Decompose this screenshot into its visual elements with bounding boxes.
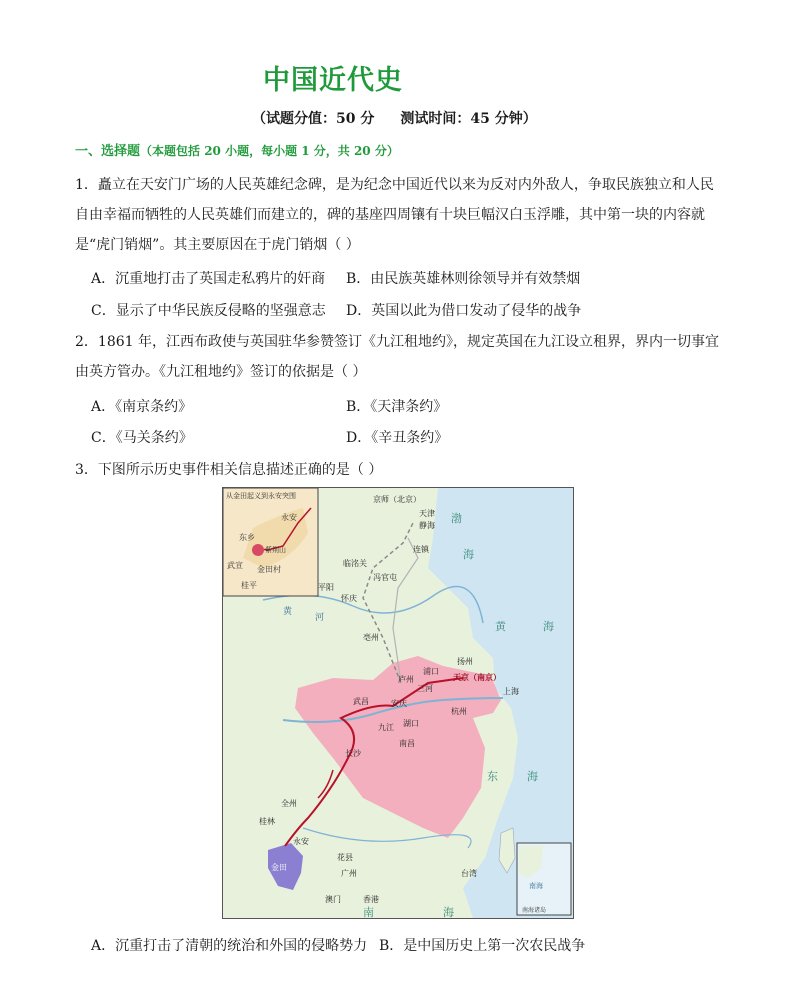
city-label: 金田 [271, 863, 287, 872]
city-label: 南昌 [399, 739, 415, 748]
sea-label: 海 [527, 770, 538, 783]
city-label: 怀庆 [341, 594, 357, 603]
exam-info [252, 108, 537, 128]
inset-title: 从金田起义到永安突围 [226, 492, 296, 500]
q1-option-d[interactable]: D．英国以此为借口发动了侵华的战争 [346, 303, 582, 319]
city-label: 澳门 [325, 895, 341, 904]
city-label: 安庆 [391, 699, 407, 708]
inset-label: 东乡 [239, 533, 255, 542]
city-label: 庐州 [398, 675, 414, 684]
sea-label: 黄 [495, 620, 506, 633]
city-label: 武昌 [353, 697, 369, 706]
q1-option-b[interactable]: B．由民族英雄林则徐领导并有效禁烟 [346, 271, 581, 287]
score-info: （试题分值：50 分 [252, 111, 375, 127]
city-label: 静海 [419, 521, 435, 530]
question-2: 2．1861 年，江西布政使与英国驻华参赞签订《九江租地约》，规定英国在九江设立租界，界内一切事宜由英方管办。《九江租地约》签订的依据是（ ） [75, 334, 719, 380]
city-label: 天京（南京） [453, 673, 501, 682]
q2-option-c[interactable]: C．《马关条约》 [91, 430, 193, 446]
city-label: 桂林 [259, 817, 275, 826]
taiping-map [222, 487, 574, 919]
south-inset-sea: 南海 [529, 882, 543, 890]
city-label: 扬州 [457, 657, 473, 666]
south-inset-title: 南海诸岛 [522, 907, 547, 914]
time-info: 测试时间：45 分钟） [400, 111, 537, 127]
q2-option-a[interactable]: A．《南京条约》 [91, 399, 193, 415]
q2-option-b[interactable]: B．《天津条约》 [346, 399, 448, 415]
section-title: 一、选择题 [75, 144, 141, 159]
city-label: 冯官屯 [373, 573, 397, 582]
inset-label: 永安 [281, 513, 297, 522]
q1-option-a[interactable]: A．沉重地打击了英国走私鸦片的奸商 [91, 271, 326, 287]
city-label: 临洺关 [343, 559, 367, 568]
sea-label: 海 [543, 620, 554, 633]
sea-label: 南 [363, 906, 374, 918]
section-heading [75, 140, 399, 159]
city-label: 浦口 [423, 667, 439, 676]
q2-option-d[interactable]: D．《辛丑条约》 [346, 430, 449, 446]
inset-label: 武宣 [227, 561, 243, 570]
city-label: 香港 [363, 895, 379, 904]
city-label: 台湾 [461, 869, 477, 878]
city-label: 广州 [341, 869, 357, 878]
page-title: 中国近代史 [263, 65, 403, 96]
city-label: 湖口 [403, 719, 419, 728]
river-label: 河 [315, 613, 325, 623]
inset-label: 紫荆山 [265, 546, 286, 554]
question-3: 3．下图所示历史事件相关信息描述正确的是（ ） [75, 462, 383, 478]
city-label: 永安 [293, 837, 309, 846]
city-label: 全州 [281, 799, 297, 808]
q3-option-b[interactable]: B．是中国历史上第一次农民战争 [379, 938, 586, 954]
city-label: 连镇 [413, 545, 429, 554]
sea-label: 海 [443, 906, 454, 918]
inset-label: 桂平 [241, 581, 257, 590]
section-note: （本题包括 20 小题，每小题 1 分，共 20 分） [140, 144, 399, 158]
q1-option-c[interactable]: C．显示了中华民族反侵略的坚强意志 [91, 303, 326, 319]
question-1: 1．矗立在天安门广场的人民英雄纪念碑，是为纪念中国近代以来为反对内外敌人，争取民族独立和人民自由幸福而牺牲的人民英雄们而建立的，碑的基座四周镶有十块巨幅汉白玉浮雕，其中第一块的内容就是“虎门销烟”。其主要原因在于虎门销烟（ ） [75, 177, 714, 253]
city-label: 平阳 [318, 583, 334, 592]
city-label: 上海 [503, 687, 519, 696]
city-label: 京师（北京） [373, 495, 421, 504]
city-label: 九江 [378, 723, 394, 732]
sea-label: 东 [487, 770, 498, 783]
river-label: 黄 [283, 607, 293, 617]
city-label: 长沙 [345, 749, 361, 758]
city-label: 三河 [417, 684, 433, 693]
city-label: 天津 [419, 509, 435, 518]
city-label: 杭州 [451, 707, 467, 716]
city-label: 花县 [337, 853, 353, 862]
inset-label: 金田村 [257, 565, 281, 574]
city-label: 亳州 [363, 633, 379, 642]
sea-label: 渤 [451, 512, 462, 525]
sea-label: 海 [463, 548, 474, 561]
q3-option-a[interactable]: A．沉重打击了清朝的统治和外国的侵略势力 [91, 938, 368, 954]
